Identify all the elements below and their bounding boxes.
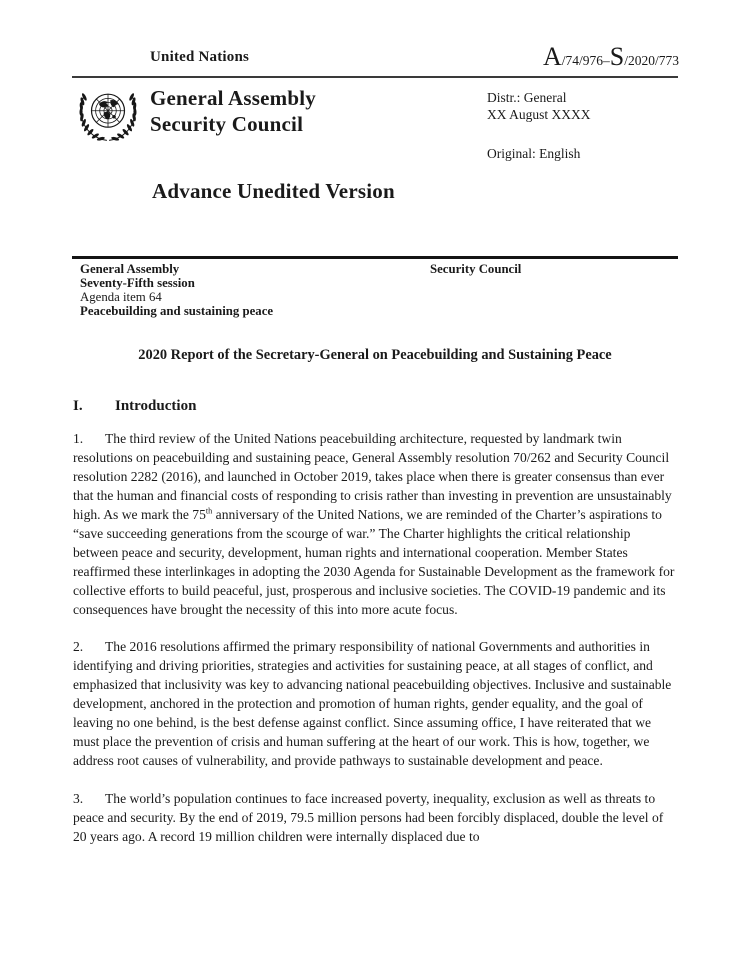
paragraph-text: anniversary of the United Nations, we are reminded of the Charter’s aspirations to “save succeeding generations from the scourge of war.” The Charter highlights the critical relationship between peace and security, development, human rights and international cooperation. Member States reaffirmed these interlinkages in adopting the 2030 Agenda for Sustainable Development as the framework for collective efforts to build peaceful, just, prosperous and inclusive societies. The COVID-19 pandemic and its consequences have brought the necessity of this into more acute focus. <box>73 507 675 617</box>
session-block-right: Security Council <box>430 262 522 276</box>
symbol-council-number: /2020/773 <box>624 53 679 68</box>
masthead-rule <box>72 76 678 78</box>
distr-line: Distr.: General <box>487 90 567 105</box>
paragraph-number: 1. <box>73 431 84 446</box>
report-title: 2020 Report of the Secretary-General on Peacebuilding and Sustaining Peace <box>138 347 612 363</box>
paragraph-3 <box>73 789 677 846</box>
un-emblem-icon <box>75 84 141 149</box>
session-organ: General Assembly <box>80 262 180 276</box>
paragraph-number: 3. <box>73 791 84 806</box>
section-title: Introduction <box>115 398 197 414</box>
section-divider-rule <box>72 256 678 259</box>
symbol-assembly-number: /74/976– <box>561 53 610 68</box>
symbol-council-letter: S <box>609 42 625 71</box>
agenda-item: Agenda item 64 <box>80 290 162 304</box>
org-name: United Nations <box>150 49 250 65</box>
organ-titles <box>150 85 316 137</box>
section-number: I. <box>73 398 83 414</box>
symbol-assembly-letter: A <box>542 42 562 71</box>
paragraph-text: The 2016 resolutions affirmed the primary responsibility of national Governments and authorities in identifying and driving priorities, strategies and activities for sustaining peace, at all stages of conflict, and emphasized that inclusivity was key to advancing national peacebuilding objectives. Inclusive and sustainable development, anchored in the protection and promotion of human rights, gender equality, and the goal of leaving no one behind, is the best defense against conflict. Since assuming office, I have reiterated that we must place the prevention of crisis and human suffering at the heart of our work. This is how, together, we address root causes of vulnerability, and provide pathways to sustainable development and peace. <box>73 639 672 768</box>
session-number: Seventy-Fifth session <box>80 276 195 290</box>
ordinal-superscript: th <box>205 506 213 516</box>
agenda-topic: Peacebuilding and sustaining peace <box>80 304 274 318</box>
distribution-block <box>487 89 591 123</box>
paragraph-1 <box>73 429 677 619</box>
paragraph-text: The world’s population continues to face increased poverty, inequality, exclusion as well as threats to peace and security. By the end of 2019, 79.5 million persons had been forcibly displaced, double the level of 20 years ago. A record 19 million children were internally displaced due to <box>73 791 664 844</box>
paragraph-text: The third review of the United Nations peacebuilding architecture, requested by landmark twin resolutions on peacebuilding and sustaining peace, General Assembly resolution 70/262 and Security Council resolution 2282 (2016), and launched in October 2019, takes place when there is greater consensus than ever that the human and financial costs of responding to crisis rather than investing in prevention are unsustainably high. As we mark the 75 <box>73 431 672 522</box>
advance-unedited-banner: Advance Unedited Version <box>152 179 395 203</box>
paragraph-2 <box>73 637 677 770</box>
document-symbol <box>543 42 679 72</box>
date-line: XX August XXXX <box>487 107 591 122</box>
paragraph-number: 2. <box>73 639 84 654</box>
organ-title-security-council: Security Council <box>150 112 304 136</box>
original-language-line: Original: English <box>487 146 581 161</box>
session-block-left <box>80 262 273 318</box>
organ-title-general-assembly: General Assembly <box>150 86 316 110</box>
section-heading <box>73 398 196 415</box>
